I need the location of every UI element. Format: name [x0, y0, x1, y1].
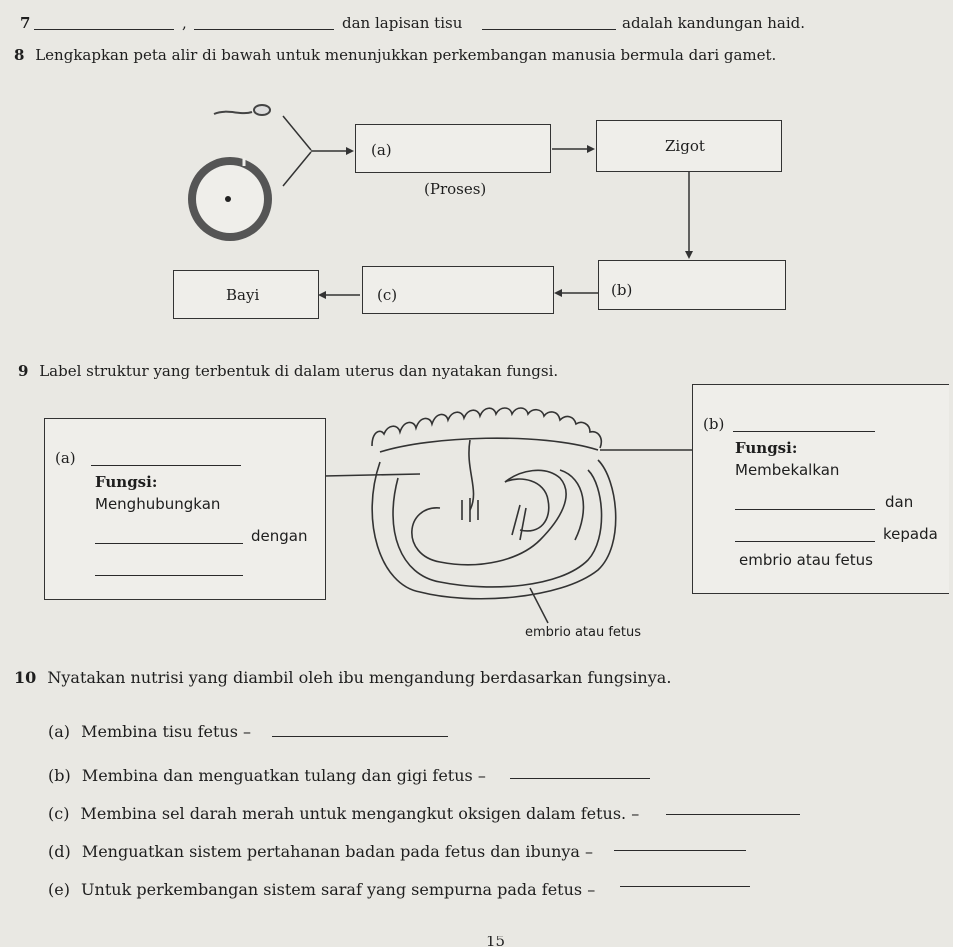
- flow-box-a[interactable]: [355, 124, 551, 173]
- q10-text: Nyatakan nutrisi yang diambil oleh ibu mengandung berdasarkan fungsinya.: [47, 668, 672, 687]
- q7-text-end: adalah kandungan haid.: [622, 14, 806, 32]
- q10-item-label: (a): [48, 722, 71, 741]
- q8-number: 8: [14, 46, 25, 64]
- flow-box-b[interactable]: [598, 260, 786, 310]
- q9-b-label: (b): [703, 415, 725, 433]
- page-number: 15: [486, 936, 506, 947]
- q10-item-text: Membina tisu fetus –: [81, 722, 252, 741]
- q9-a-fungsi: Fungsi:: [95, 473, 158, 491]
- q10-item-label: (d): [48, 842, 71, 861]
- q9-text: Label struktur yang terbentuk di dalam uterus dan nyatakan fungsi.: [39, 362, 559, 380]
- q10-item-text: Untuk perkembangan sistem saraf yang sempurna pada fetus –: [81, 880, 596, 899]
- q9-a-blank-2[interactable]: [95, 529, 243, 544]
- bayi-label: Bayi: [226, 286, 260, 304]
- q9-b-dan: dan: [885, 493, 914, 511]
- q7-comma: ,: [182, 14, 187, 32]
- flow-box-bayi: [173, 270, 319, 319]
- q10-item-label: (e): [48, 880, 70, 899]
- q10-item-c: [48, 804, 639, 823]
- q9-number: 9: [18, 362, 29, 380]
- q9-b-line1: Membekalkan: [735, 461, 840, 479]
- q10-blank-e[interactable]: [620, 872, 750, 887]
- q9-heading: [18, 362, 558, 380]
- q9-b-kepada: kepada: [883, 525, 938, 543]
- flow-box-b-label: (b): [611, 281, 633, 299]
- q9-a-line1: Menghubungkan: [95, 495, 221, 513]
- q10-blank-c[interactable]: [666, 800, 800, 815]
- proses-label: (Proses): [424, 180, 487, 198]
- fetus-caption: embrio atau fetus: [525, 625, 642, 640]
- q7-text-dan: dan lapisan tisu: [342, 14, 463, 32]
- ovum-icon: [188, 157, 272, 241]
- q10-item-b: [48, 766, 486, 785]
- flow-box-a-label: (a): [371, 141, 392, 159]
- q9-b-blank[interactable]: [733, 417, 875, 432]
- q9-a-label: (a): [55, 449, 76, 467]
- q7-number: 7: [20, 14, 31, 32]
- q9-b-line4: embrio atau fetus: [739, 551, 873, 569]
- q9-a-blank[interactable]: [91, 451, 241, 466]
- q9-left-box: [44, 418, 326, 600]
- q9-right-box: [692, 384, 949, 594]
- q9-b-fungsi: Fungsi:: [735, 439, 798, 457]
- q10-item-label: (b): [48, 766, 71, 785]
- q10-number: 10: [14, 668, 37, 687]
- pointer-line-a: [324, 474, 420, 476]
- q9-a-blank-3[interactable]: [95, 561, 243, 576]
- q9-a-dengan: dengan: [251, 527, 308, 545]
- flow-box-zigot: [596, 120, 782, 172]
- flow-box-c-label: (c): [377, 286, 398, 304]
- q10-item-text: Membina sel darah merah untuk mengangkut oksigen dalam fetus. –: [80, 804, 640, 823]
- flow-box-c[interactable]: [362, 266, 554, 314]
- q10-item-text: Membina dan menguatkan tulang dan gigi fetus –: [81, 766, 486, 785]
- q10-blank-b[interactable]: [510, 764, 650, 779]
- q9-b-blank-3[interactable]: [735, 527, 875, 542]
- uterus-fetus-illustration: [372, 408, 616, 599]
- q10-blank-d[interactable]: [614, 836, 746, 851]
- q9-b-blank-2[interactable]: [735, 495, 875, 510]
- q10-item-d: [48, 842, 593, 861]
- converge-line-bottom: [283, 152, 311, 186]
- q10-blank-a[interactable]: [272, 722, 448, 737]
- q10-heading: [14, 668, 671, 687]
- q10-item-label: (c): [48, 804, 70, 823]
- zigot-label: Zigot: [665, 137, 705, 155]
- sperm-icon: [214, 105, 270, 115]
- q10-item-a: [48, 722, 251, 741]
- converge-line-top: [283, 116, 311, 150]
- q8-text: Lengkapkan peta alir di bawah untuk menunjukkan perkembangan manusia bermula dari gamet.: [35, 46, 777, 64]
- q10-item-text: Menguatkan sistem pertahanan badan pada fetus dan ibunya –: [81, 842, 594, 861]
- q10-item-e: [48, 880, 595, 899]
